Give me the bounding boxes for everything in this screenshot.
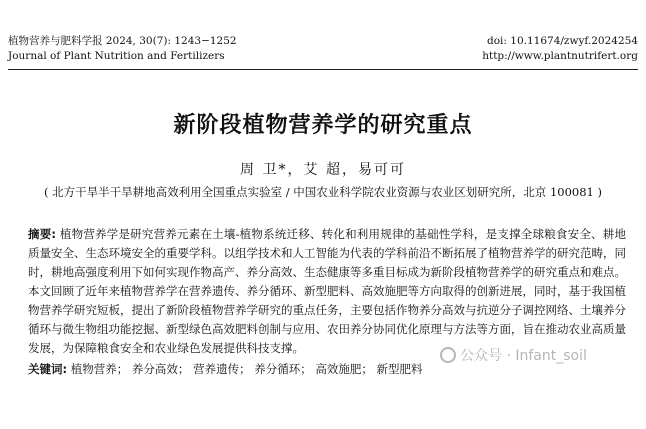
- abstract: [28, 225, 626, 358]
- header-divider: [8, 69, 638, 70]
- watermark-text: 公众号 · Infant_soil: [460, 348, 587, 364]
- journal-name-cn: 植物营养与肥料学报 2024, 30(7): 1243−1252: [8, 35, 237, 47]
- paper-title: 新阶段植物营养学的研究重点: [173, 113, 473, 138]
- wechat-icon: [440, 347, 456, 363]
- abstract-label: 摘要:: [28, 227, 57, 241]
- doi: doi: 10.11674/zwyf.2024254: [487, 35, 638, 47]
- journal-url[interactable]: http://www.plantnutrifert.org: [482, 50, 638, 62]
- abstract-text: 植物营养学是研究营养元素在土壤-植物系统迁移、转化和利用规律的基础性学科，是支撑全球粮食安全、耕地质量安全、生态环境安全的重要学科。以组学技术和人工智能为代表的学科前沿不断拓展了植物营养学的研究范畴，同时，耕地高强度利用下如何实现作物高产、养分高效、生态健康等多重目标成为新阶段植物营养学的研究重点和难点。本文回顾了近年来植物营养学在营养遗传、养分循环、新型肥料、高效施肥等方向取得的创新进展，同时，基于我国植物营养学研究短板，提出了新阶段植物营养学研究的重点任务，主要包括作物养分高效与抗逆分子调控网络、土壤养分循环与微生物组功能挖掘、新型绿色高效肥料创制与应用、农田养分协同优化原理与方法等方面，旨在推动农业高质量发展，为保障粮食安全和农业绿色发展提供科技支撑。: [28, 227, 626, 355]
- affiliation: ( 北方干旱半干旱耕地高效利用全国重点实验室 / 中国农业科学院农业资源与农业区划研究所，北京 100081 ): [43, 185, 603, 199]
- watermark: [440, 345, 587, 365]
- authors: 周 卫*，艾 超，易可可: [240, 162, 406, 178]
- journal-header: [8, 34, 638, 70]
- keywords-text: 植物营养； 养分高效； 营养遗传； 养分循环； 高效施肥； 新型肥料: [67, 362, 423, 376]
- journal-name-en: Journal of Plant Nutrition and Fertilizers: [8, 50, 225, 62]
- keywords-label: 关键词:: [28, 362, 68, 376]
